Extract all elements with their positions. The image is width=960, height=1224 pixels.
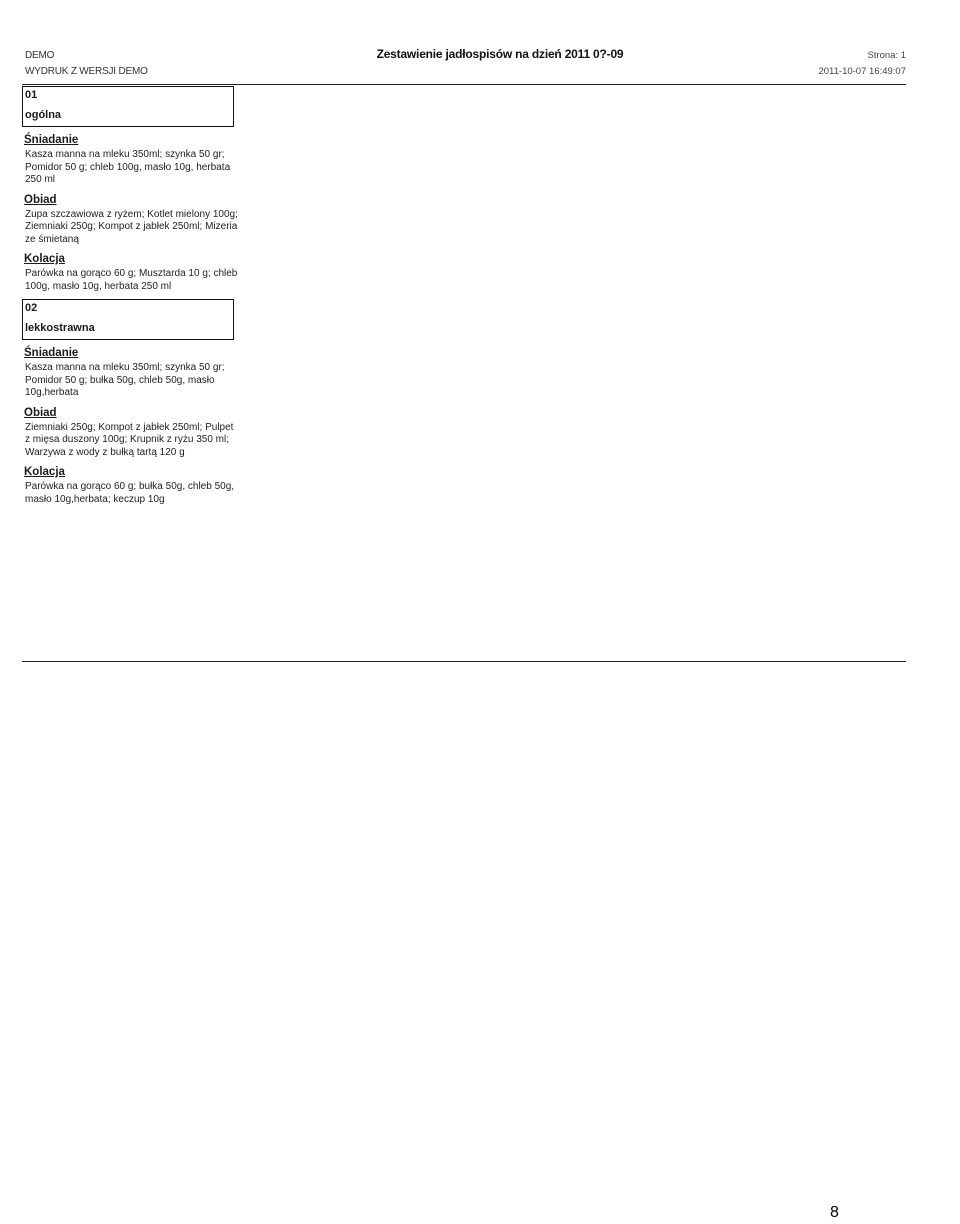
printed-timestamp: 2011-10-07 16:49:07 xyxy=(818,66,906,77)
meal-breakfast xyxy=(22,346,242,400)
diet-block-02 xyxy=(22,299,242,506)
page-label: Strona: 1 xyxy=(867,50,906,61)
meal-title: Kolacja xyxy=(24,466,65,478)
header-divider xyxy=(22,84,906,85)
footer-divider xyxy=(22,661,906,662)
meal-title: Obiad xyxy=(24,193,57,206)
meal-title: Śniadanie xyxy=(24,134,79,146)
meal-breakfast xyxy=(22,133,242,187)
diet-name: lekkostrawna xyxy=(25,322,95,334)
diet-header-box xyxy=(22,86,234,127)
meal-items: Parówka na gorąco 60 g; Musztarda 10 g; chleb 100g, masło 10g, herbata 250 ml xyxy=(25,268,238,292)
meal-items: Kasza manna na mleku 350ml; szynka 50 gr; Pomidor 50 g; chleb 100g, masło 10g, herbata 250 ml xyxy=(25,149,231,185)
meal-items: Ziemniaki 250g; Kompot z jabłek 250ml; Pulpet z mięsa duszony 100g; Krupnik z ryżu 350 ml; Warzywa z wody z bułką tartą 120 g xyxy=(25,421,234,458)
demo-version-note: WYDRUK Z WERSJI DEMO xyxy=(25,66,148,77)
meal-items: Kasza manna na mleku 350ml; szynka 50 gr; Pomidor 50 g; bułka 50g, chleb 50g, masło 10g,herbata xyxy=(25,362,225,398)
meal-title: Obiad xyxy=(24,406,57,419)
meal-supper xyxy=(22,252,242,293)
demo-label: DEMO xyxy=(25,50,55,61)
meal-title: Kolacja xyxy=(24,253,65,265)
page-title: Zestawienie jadłospisów na dzień 2011 0?-09 xyxy=(376,47,624,61)
page-number: 8 xyxy=(830,1204,839,1221)
diet-name: ogólna xyxy=(25,109,62,121)
meal-lunch xyxy=(22,193,242,247)
meal-title: Śniadanie xyxy=(24,347,79,359)
diet-block-01 xyxy=(22,86,242,293)
diet-code: 01 xyxy=(25,89,38,101)
header-right xyxy=(818,48,906,80)
meal-items: Zupa szczawiowa z ryżem; Kotlet mielony 100g; Ziemniaki 250g; Kompot z jabłek 250ml; Mizeria ze śmietaną xyxy=(25,208,238,245)
diet-header-box xyxy=(22,299,234,340)
meal-lunch xyxy=(22,406,242,460)
diet-column xyxy=(22,86,242,506)
meal-items: Parówka na gorąco 60 g; bułka 50g, chleb 50g, masło 10g,herbata; keczup 10g xyxy=(25,481,235,505)
diet-code: 02 xyxy=(25,302,38,314)
meal-supper xyxy=(22,465,242,506)
